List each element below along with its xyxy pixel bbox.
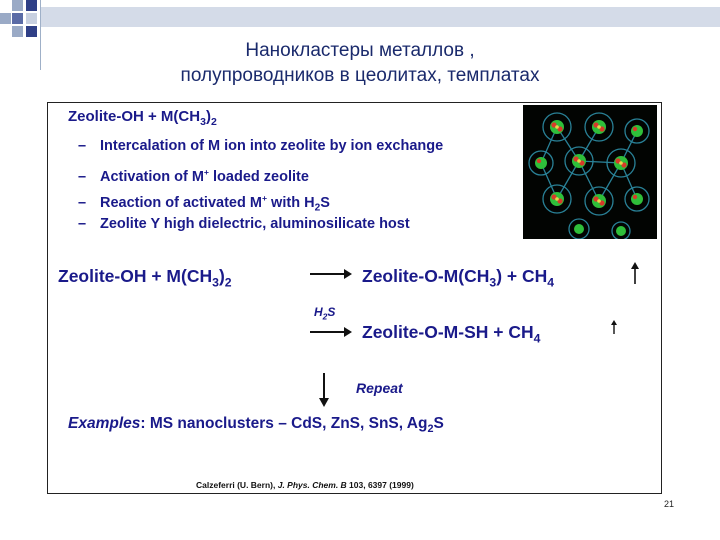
- examples-line: Examples: MS nanoclusters – CdS, ZnS, SnS, $Ag_2S$: [68, 415, 444, 436]
- repeat-arrow-down-icon: [318, 373, 330, 407]
- deco-square: [12, 0, 23, 11]
- deco-square: [26, 0, 37, 11]
- zeolite-structure-image: [523, 105, 657, 239]
- header-vertical-line: [40, 0, 41, 70]
- citation: Calzeferri (U. Bern), J. Phys. Chem. B 103, 6397 (1999): [196, 480, 414, 490]
- slide-title: Нанокластеры металлов ,: [245, 40, 475, 61]
- list-item: – Activation of M+ loaded zeolite: [78, 167, 309, 185]
- process-steps-list: [78, 133, 443, 237]
- deco-square: [26, 13, 37, 24]
- list-item: – Intercalation of M ion into zeolite by ion exchange: [78, 138, 444, 154]
- deco-square: [12, 13, 23, 24]
- gas-release-arrow-icon: [630, 262, 640, 284]
- reaction1-reactants: Zeolite-OH + $M(CH_3)_2$: [58, 266, 232, 290]
- deco-square: [26, 26, 37, 37]
- zeolite-structure-graphic: [523, 105, 657, 239]
- gas-release-arrow-icon: [610, 320, 618, 334]
- deco-square: [12, 26, 23, 37]
- reaction-arrow-right-icon: [310, 268, 352, 280]
- reagent-label: $H_2S$: [314, 305, 336, 322]
- page-number: 21: [664, 499, 675, 509]
- reaction-heading: Zeolite-OH + $M(CH_3)_2$: [68, 108, 217, 128]
- header-bar: [40, 7, 720, 27]
- list-item: – Reaction of activated M+ with $H_2S$: [78, 193, 330, 214]
- deco-square: [0, 13, 11, 24]
- list-item: – Zeolite Y high dielectric, aluminosilicate host: [78, 216, 410, 232]
- reaction2-products: Zeolite-O-M-SH + $CH_4$: [362, 322, 541, 346]
- slide-subtitle: полупроводников в цеолитах, темплатах: [180, 65, 540, 86]
- reaction-arrow-right-icon: [310, 326, 352, 338]
- reaction1-products: Zeolite-$O-M(CH_3) + CH_4$: [362, 266, 555, 290]
- repeat-label: Repeat: [356, 380, 403, 396]
